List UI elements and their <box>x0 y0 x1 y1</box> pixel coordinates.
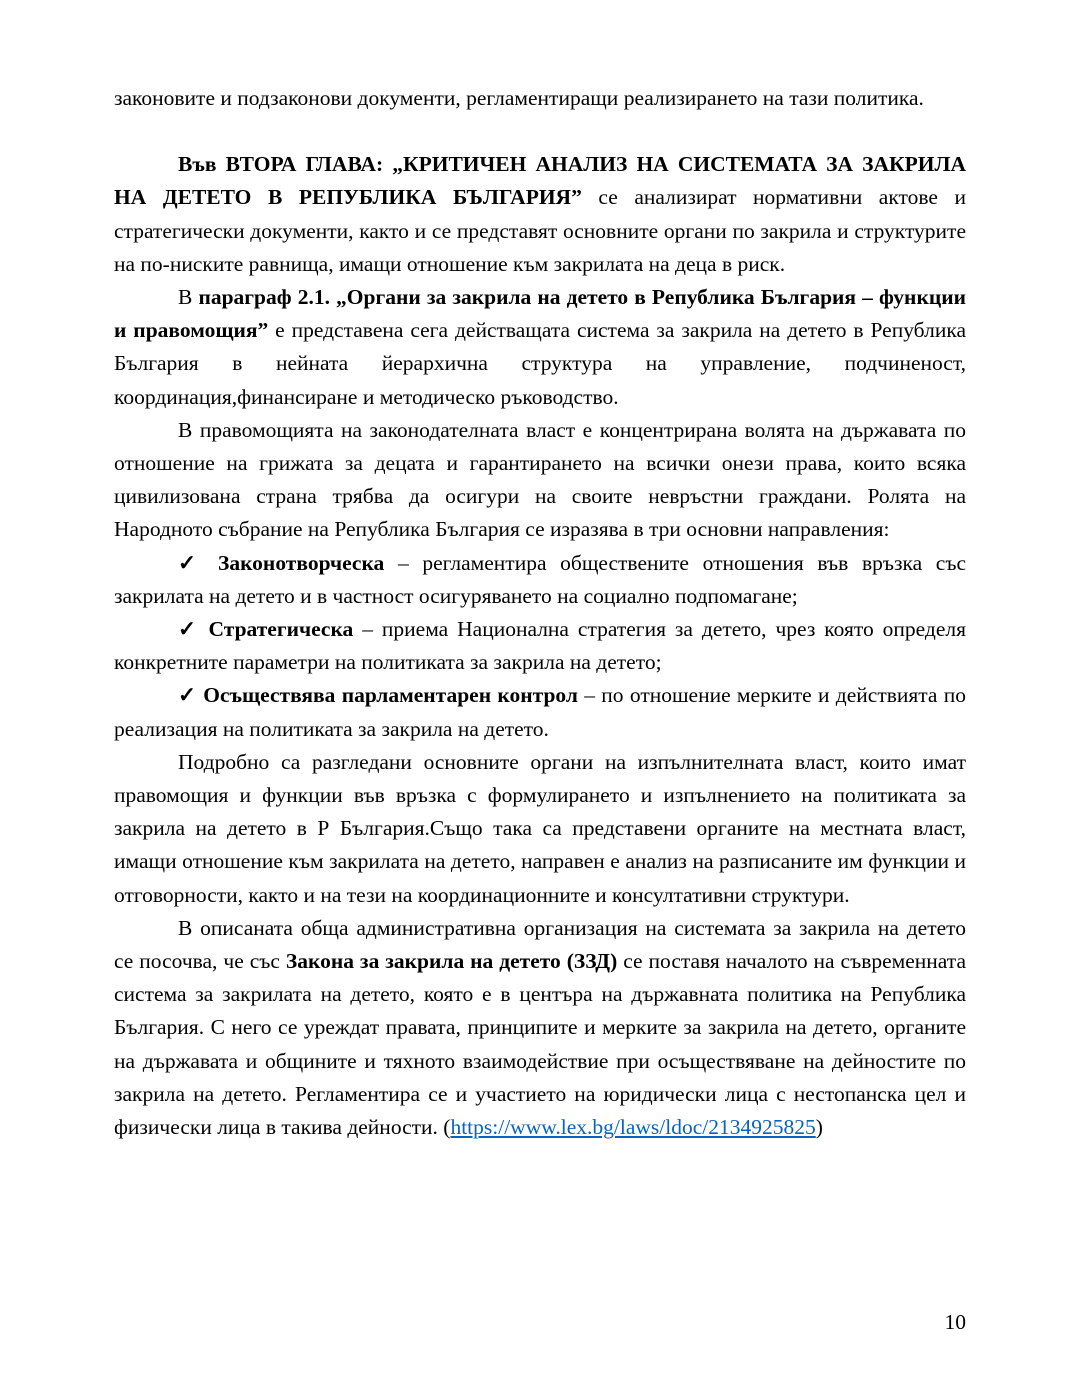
section-2-1-lead: В <box>178 285 199 310</box>
law-link[interactable]: https://www.lex.bg/laws/ldoc/2134925825 <box>450 1115 816 1140</box>
paragraph-text: В правомощията на законодателната власт е концентрирана волята на държавата по отношение на грижата за децата и гарантирането на всички онези права, които всяка цивилизована страна трябва да осигури на своите невръстни граждани. Ролята на Народното събрание на Република България се изразява в три основни направления: <box>114 417 966 542</box>
bullet-term: Стратегическа <box>208 617 354 642</box>
bullet-text: – регламентира обществените отношения във връзка със закрилата на детето и в частност осигуряването на социално подпомагане; <box>114 550 966 608</box>
paragraph-lead: В описаната обща административна организация на системата за закрила на детето се посочва, че със <box>114 915 966 974</box>
bullet-item-strategic <box>114 613 966 679</box>
bullet-text: – приема Национална стратегия за детето, чрез която определя конкретните параметри на политиката за закрила на детето; <box>114 617 967 675</box>
section-2-1-title-bold: параграф 2.1. „Органи за закрила на детето в Република България – функции и правомощия” <box>114 285 966 343</box>
paragraph-text: законовите и подзаконови документи, регламентиращи реализирането на тази политика. <box>114 86 924 110</box>
paragraph-continuation <box>114 82 966 115</box>
chapter-two-heading-bold: Във ВТОРА ГЛАВА: „КРИТИЧЕН АНАЛИЗ НА СИСТЕМАТА ЗА ЗАКРИЛА НА ДЕТЕТО В РЕПУБЛИКА БЪЛГАРИЯ” <box>114 152 966 210</box>
paragraph-section-2-1 <box>114 281 966 414</box>
paragraph-tail: ) <box>815 1115 823 1140</box>
page-number: 10 <box>944 1310 966 1334</box>
checkmark-icon: ✓ <box>178 550 218 575</box>
paragraph-legislative-power <box>114 414 966 547</box>
checkmark-icon: ✓ <box>178 683 204 708</box>
paragraph-executive-power <box>114 746 966 912</box>
paragraph-mid: се поставя началото на съвременната система за закрилата на детето, която е в центъра на държавната политика на Република България. С него се уреждат правата, принципите и мерките за закрила на детето, органите на държавата и общините и тяхното взаимодействие при осъществяване на дейностите по закрила на детето. Регламентира се и участието на юридически лица с нестопанска цел и физически лица в такива дейности. ( <box>114 949 966 1140</box>
bullet-text: – по отношение мерките и действията по реализация на политиката за закрила на детето. <box>114 683 967 741</box>
bullet-item-parliamentary-control <box>114 679 966 745</box>
chapter-two-text: се анализират нормативни актове и стратегически документи, както и се представят основните органи по закрила и структурите на по-ниските равнища, имащи отношение към закрилата на деца в риск. <box>114 185 967 276</box>
bullet-item-lawmaking <box>114 547 966 613</box>
paragraph-chapter-two <box>114 148 966 281</box>
checkmark-icon: ✓ <box>178 617 209 642</box>
document-body <box>114 82 966 1144</box>
paragraph-text: Подробно са разгледани основните органи на изпълнителната власт, които имат правомощия и функции във връзка с формулирането и изпълнението на политиката за закрила на детето в Р България.Също така са представени органите на местната власт, имащи отношение към закрилата на детето, направен е анализ на разписаните им функции и отговорности, както и на тези на координационните и консултативни структури. <box>114 749 966 907</box>
section-2-1-text: е представена сега действащата система за закрила на детето в Република България в нейната йерархична структура на управление, подчиненост, координация,финансиране и методическо ръководство. <box>114 318 966 409</box>
bullet-term: Осъществява парламентарен контрол <box>203 683 578 708</box>
paragraph-child-protection-law <box>114 912 966 1144</box>
law-name-bold: Закона за закрила на детето (ЗЗД) <box>285 949 618 974</box>
bullet-term: Законотворческа <box>217 550 385 575</box>
